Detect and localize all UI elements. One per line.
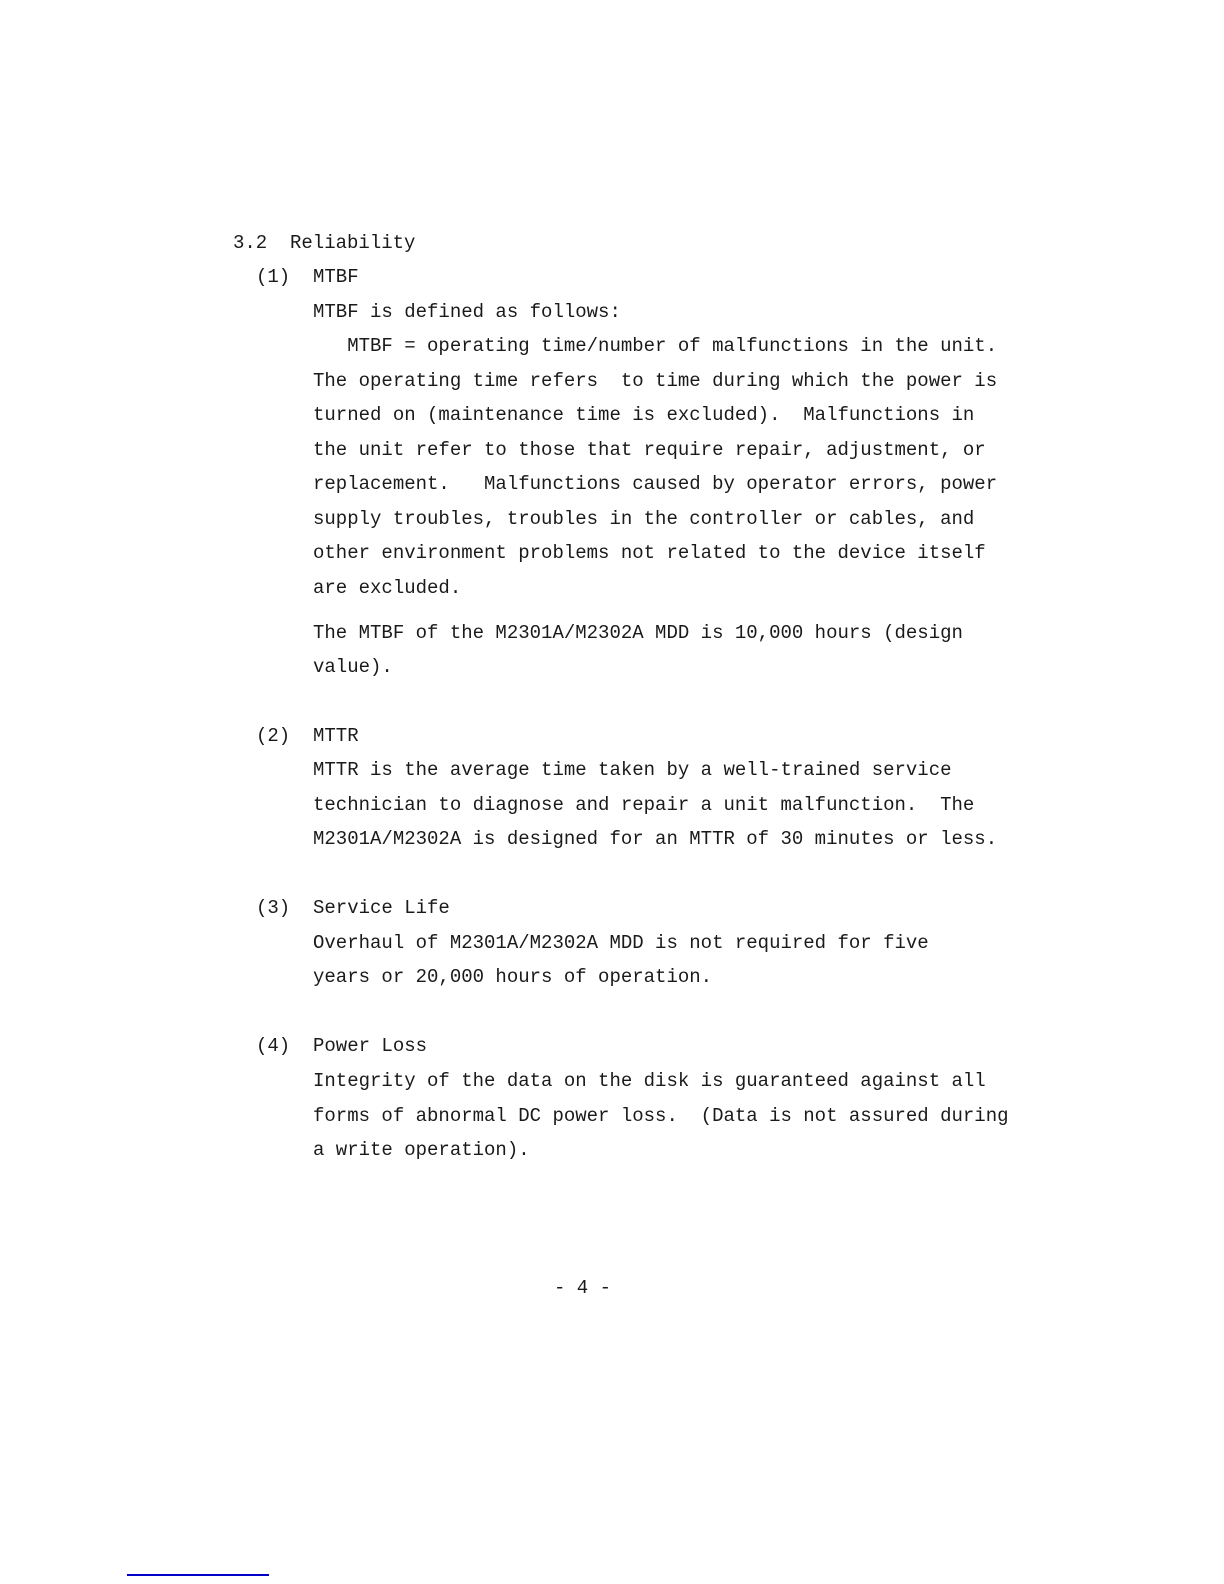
- paragraph-line: The operating time refers to time during which the power is: [313, 370, 998, 392]
- paragraph-line: Integrity of the data on the disk is guaranteed against all: [313, 1070, 986, 1092]
- item-number: (3): [256, 897, 291, 919]
- paragraph-line: other environment problems not related to the device itself: [313, 542, 986, 564]
- paragraph-line: are excluded.: [313, 577, 462, 599]
- paragraph-line: M2301A/M2302A is designed for an MTTR of 30 minutes or less.: [313, 828, 998, 850]
- section-title: Reliability: [290, 232, 416, 254]
- item-title: Power Loss: [313, 1035, 428, 1057]
- paragraph-line: MTBF is defined as follows:: [313, 301, 621, 323]
- paragraph-line: years or 20,000 hours of operation.: [313, 966, 713, 988]
- page-number: - 4 -: [554, 1277, 612, 1299]
- paragraph-line: turned on (maintenance time is excluded). Malfunctions in: [313, 404, 975, 426]
- item-number: (1): [256, 266, 291, 288]
- paragraph-line: Overhaul of M2301A/M2302A MDD is not required for five: [313, 932, 929, 954]
- paragraph-line: supply troubles, troubles in the controller or cables, and: [313, 508, 975, 530]
- bottom-rule: [127, 1574, 269, 1576]
- section-number: 3.2: [233, 232, 268, 254]
- paragraph-line: MTBF = operating time/number of malfunctions in the unit.: [313, 335, 998, 357]
- paragraph-line: MTTR is the average time taken by a well-trained service: [313, 759, 952, 781]
- item-title: Service Life: [313, 897, 450, 919]
- item-number: (4): [256, 1035, 291, 1057]
- item-number: (2): [256, 725, 291, 747]
- paragraph-line: replacement. Malfunctions caused by operator errors, power: [313, 473, 998, 495]
- paragraph-line: technician to diagnose and repair a unit malfunction. The: [313, 794, 975, 816]
- paragraph-line: The MTBF of the M2301A/M2302A MDD is 10,000 hours (design: [313, 622, 963, 644]
- item-title: MTBF: [313, 266, 359, 288]
- paragraph-line: a write operation).: [313, 1139, 530, 1161]
- item-title: MTTR: [313, 725, 359, 747]
- paragraph-line: forms of abnormal DC power loss. (Data is not assured during: [313, 1105, 1009, 1127]
- paragraph-line: the unit refer to those that require repair, adjustment, or: [313, 439, 986, 461]
- paragraph-line: value).: [313, 656, 393, 678]
